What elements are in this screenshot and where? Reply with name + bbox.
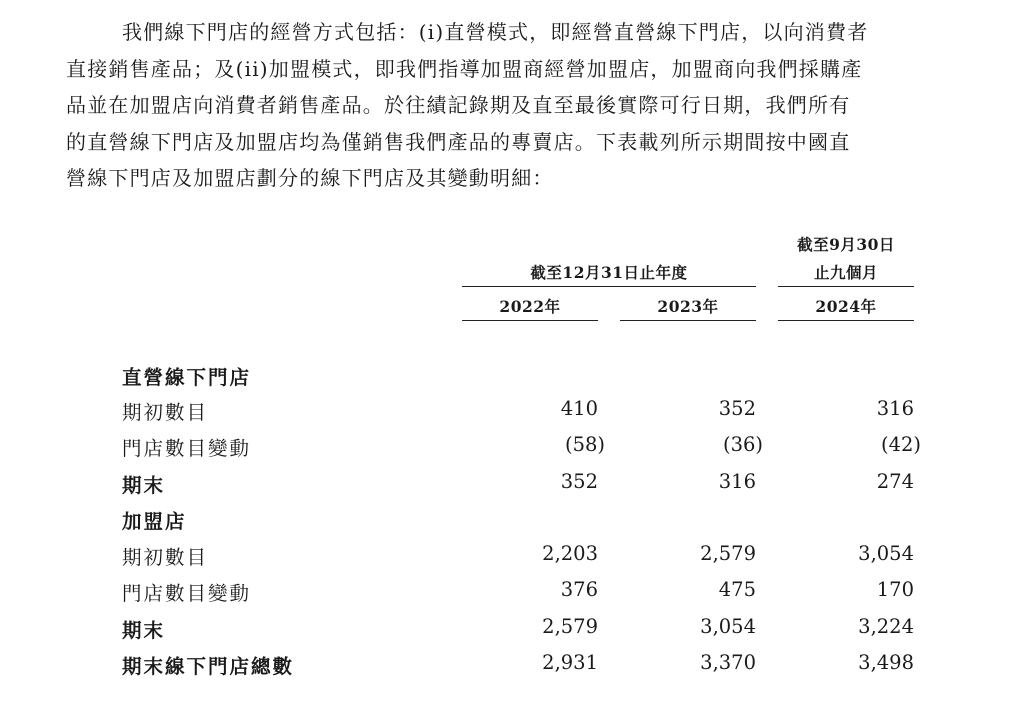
row-label: 期初數目	[122, 542, 212, 570]
table-row	[0, 433, 1023, 463]
table-row	[0, 542, 1023, 572]
cell-2023: (36)	[722, 433, 763, 456]
intro-paragraph	[66, 14, 926, 197]
column-rule-2024	[778, 320, 914, 321]
cell-2023: 3,370	[700, 651, 756, 674]
paragraph-line: 的直營線下門店及加盟店均為僅銷售我們產品的專賣店。下表載列所示期間按中國直	[66, 129, 851, 154]
row-label: 期末	[122, 615, 173, 643]
cell-2024: 170	[876, 578, 914, 601]
cell-2023: 475	[718, 578, 756, 601]
cell-2024: 274	[876, 470, 914, 493]
cell-2023: 352	[718, 397, 756, 420]
cell-2024: 3,054	[858, 542, 914, 565]
column-rule-2023	[620, 320, 756, 321]
cell-2024: (42)	[880, 433, 921, 456]
cell-2022: 410	[560, 397, 598, 420]
cell-2022: 2,931	[542, 651, 598, 674]
table-row	[0, 578, 1023, 608]
cell-2023: 2,579	[700, 542, 756, 565]
cell-2024: 3,498	[858, 651, 914, 674]
total-row	[0, 651, 1023, 681]
header-nine-months-line2: 止九個月	[813, 263, 878, 282]
column-rule-2022	[462, 320, 598, 321]
column-header-2023: 2023年	[657, 297, 719, 316]
column-header-2024: 2024年	[815, 297, 877, 316]
paragraph-line: 直接銷售產品；及(ii)加盟模式，即我們指導加盟商經營加盟店，加盟商向我們採購產	[66, 56, 863, 81]
cell-2022: 2,579	[542, 615, 598, 638]
row-label: 門店數目變動	[122, 578, 255, 606]
header-years-group: 截至12月31日止年度	[530, 263, 688, 282]
cell-2022: 2,203	[542, 542, 598, 565]
cell-2022: (58)	[564, 433, 605, 456]
section-title-franchise-stores: 加盟店	[122, 510, 187, 533]
row-label: 門店數目變動	[122, 433, 255, 461]
row-label: 期末	[122, 470, 173, 498]
cell-2022: 376	[560, 578, 598, 601]
section-title-direct-stores: 直營線下門店	[122, 366, 252, 389]
paragraph-line: 品並在加盟店向消費者銷售產品。於往績記錄期及直至最後實際可行日期，我們所有	[66, 93, 851, 118]
cell-2023: 316	[718, 470, 756, 493]
table-row	[0, 397, 1023, 427]
column-header-2022: 2022年	[499, 297, 561, 316]
cell-2024: 3,224	[858, 615, 914, 638]
row-label: 期末線下門店總數	[122, 651, 302, 679]
paragraph-line: 營線下門店及加盟店劃分的線下門店及其變動明細：	[66, 166, 554, 191]
row-label: 期初數目	[122, 397, 212, 425]
table-row	[0, 470, 1023, 500]
cell-2024: 316	[876, 397, 914, 420]
header-group-rule	[462, 286, 756, 287]
paragraph-line: 我們線下門店的經營方式包括：(i)直營模式，即經營直營線下門店，以向消費者	[122, 20, 869, 44]
header-nine-months-line1: 截至9月30日	[797, 235, 895, 254]
cell-2023: 3,054	[700, 615, 756, 638]
header-nine-months-rule	[778, 286, 914, 287]
table-row	[0, 615, 1023, 645]
cell-2022: 352	[560, 470, 598, 493]
